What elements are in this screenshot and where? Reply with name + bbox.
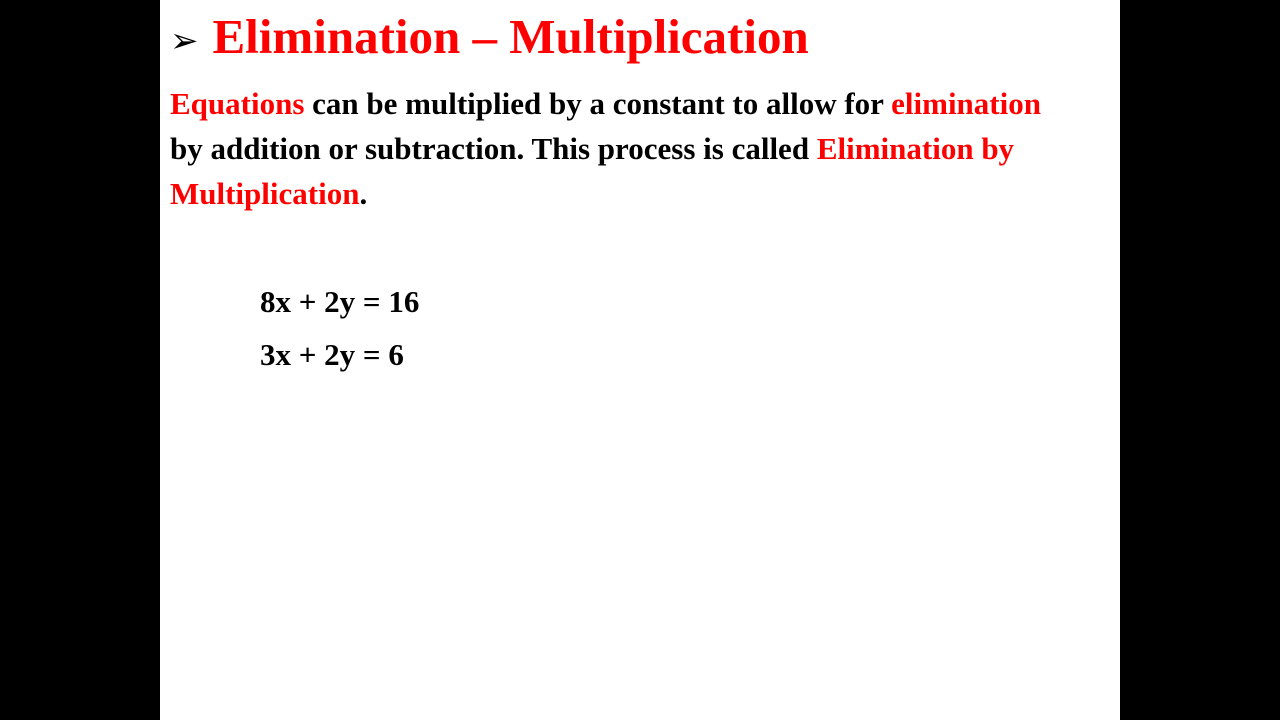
slide-title — [170, 10, 809, 64]
paragraph-segment-1: can be multiplied by a constant to allow for — [304, 86, 892, 121]
paragraph-segment-0: Equations — [170, 86, 305, 121]
body-paragraph — [170, 82, 1070, 217]
paragraph-segment-2: elimination — [891, 86, 1041, 121]
equation-system — [260, 276, 419, 381]
paragraph-segment-3: by addition or subtraction. This process is called — [170, 130, 817, 166]
letterbox-right — [1120, 0, 1280, 720]
page-title: Elimination – Multiplication — [212, 9, 809, 64]
equation-line: 8x + 2y = 16 — [260, 284, 420, 319]
bullet-arrow-icon: ➢ — [170, 21, 199, 61]
equation-line: 3x + 2y = 6 — [260, 336, 404, 372]
paragraph-segment-5: . — [359, 175, 368, 211]
letterbox-left — [0, 0, 160, 720]
paragraph-segment-4: Elimination by Multiplication — [170, 130, 1015, 211]
slide-canvas — [160, 0, 1120, 720]
